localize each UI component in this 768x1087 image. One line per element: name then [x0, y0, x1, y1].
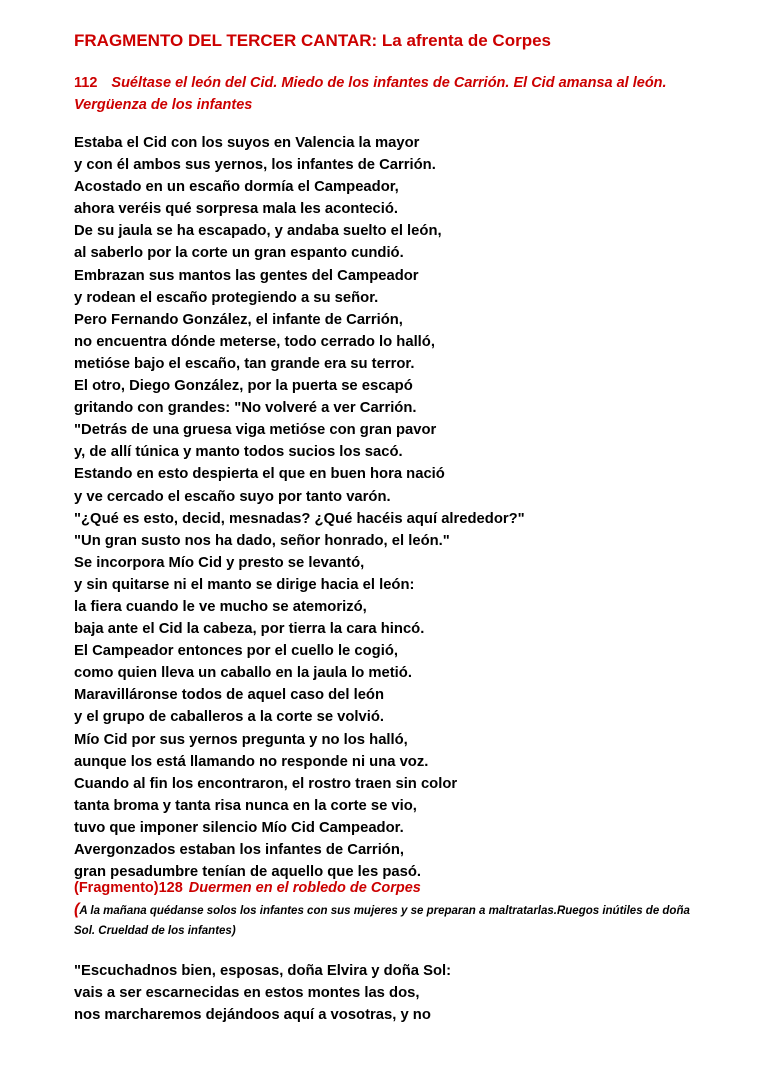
verse-line: "Detrás de una gruesa viga metióse con gran pavor — [74, 422, 437, 439]
verse-line: "Un gran susto nos ha dado, señor honrado, el león." — [74, 532, 450, 549]
verse-line: "¿Qué es esto, decid, mesnadas? ¿Qué hacéis aquí alrededor?" — [74, 510, 525, 527]
section-subheading — [74, 900, 714, 941]
verse-line: y ve cercado el escaño suyo por tanto varón. — [74, 488, 391, 505]
page-title: FRAGMENTO DEL TERCER CANTAR: La afrenta de Corpes — [74, 31, 551, 50]
section-heading-112 — [74, 72, 714, 116]
verse-line: Embrazan sus mantos las gentes del Campeador — [74, 267, 419, 284]
section-heading-text: Suéltase el león del Cid. Miedo de los infantes de Carrión. El Cid amansa al león. Vergüenza de los infantes — [74, 75, 667, 113]
verse-line: Pero Fernando González, el infante de Carrión, — [74, 311, 403, 328]
verse-line: baja ante el Cid la cabeza, por tierra la cara hincó. — [74, 621, 425, 638]
verse-line: tanta broma y tanta risa nunca en la corte se vio, — [74, 797, 417, 814]
verse-line: y sin quitarse ni el manto se dirige hacia el león: — [74, 576, 415, 593]
verse-line: ahora veréis qué sorpresa mala les aconteció. — [74, 201, 399, 218]
section-number: (Fragmento)128 — [74, 880, 183, 896]
verse-line: tuvo que imponer silencio Mío Cid Campeador. — [74, 819, 404, 836]
verse-line: De su jaula se ha escapado, y andaba suelto el león, — [74, 223, 442, 240]
verse-line: El otro, Diego González, por la puerta se escapó — [74, 378, 413, 395]
verse-list-section-128 — [74, 960, 451, 1026]
section-heading-text: Duermen en el robledo de Corpes — [188, 880, 421, 896]
verse-line: Estando en esto despierta el que en buen hora nació — [74, 466, 445, 483]
verse-line: Se incorpora Mío Cid y presto se levantó, — [74, 554, 365, 571]
verse-line: la fiera cuando le ve mucho se atemorizó, — [74, 598, 367, 615]
verse-line: metióse bajo el escaño, tan grande era su terror. — [74, 355, 415, 372]
verse-line: gran pesadumbre tenían de aquello que les pasó. — [74, 864, 421, 881]
open-parenthesis: ( — [74, 901, 80, 918]
verse-line: nos marcharemos dejándoos aquí a vosotras, y no — [74, 1007, 431, 1024]
verse-line: Mío Cid por sus yernos pregunta y no los halló, — [74, 731, 408, 748]
section-number: 112 — [74, 75, 98, 91]
verse-line: y con él ambos sus yernos, los infantes de Carrión. — [74, 157, 436, 174]
verse-line: Acostado en un escaño dormía el Campeador, — [74, 179, 399, 196]
verse-list-section-112 — [74, 132, 525, 883]
verse-line: gritando con grandes: "No volveré a ver Carrión. — [74, 400, 417, 417]
section-heading-128 — [74, 877, 714, 899]
verse-line: y, de allí túnica y manto todos sucios los sacó. — [74, 444, 403, 461]
verse-line: y el grupo de caballeros a la corte se volvió. — [74, 709, 385, 726]
verse-line: aunque los está llamando no responde ni una voz. — [74, 753, 429, 770]
verse-line: al saberlo por la corte un gran espanto cundió. — [74, 245, 404, 262]
verse-line: como quien lleva un caballo en la jaula lo metió. — [74, 665, 412, 682]
verse-line: Estaba el Cid con los suyos en Valencia la mayor — [74, 135, 420, 151]
verse-line: vais a ser escarnecidas en estos montes las dos, — [74, 985, 420, 1002]
verse-line: Maravilláronse todos de aquel caso del león — [74, 687, 385, 704]
verse-line: "Escuchadnos bien, esposas, doña Elvira y doña Sol: — [74, 963, 452, 979]
verse-line: no encuentra dónde meterse, todo cerrado lo halló, — [74, 333, 435, 350]
verse-line: y rodean el escaño protegiendo a su señor. — [74, 289, 379, 306]
section-subheading-text: A la mañana quédanse solos los infantes con sus mujeres y se preparan a maltratarlas.Ruegos inútiles de doña Sol. Crueldad de los infantes) — [74, 905, 690, 937]
verse-line: Avergonzados estaban los infantes de Carrión, — [74, 842, 404, 858]
verse-line: Cuando al fin los encontraron, el rostro traen sin color — [74, 775, 458, 792]
verse-line: El Campeador entonces por el cuello le cogió, — [74, 643, 398, 660]
